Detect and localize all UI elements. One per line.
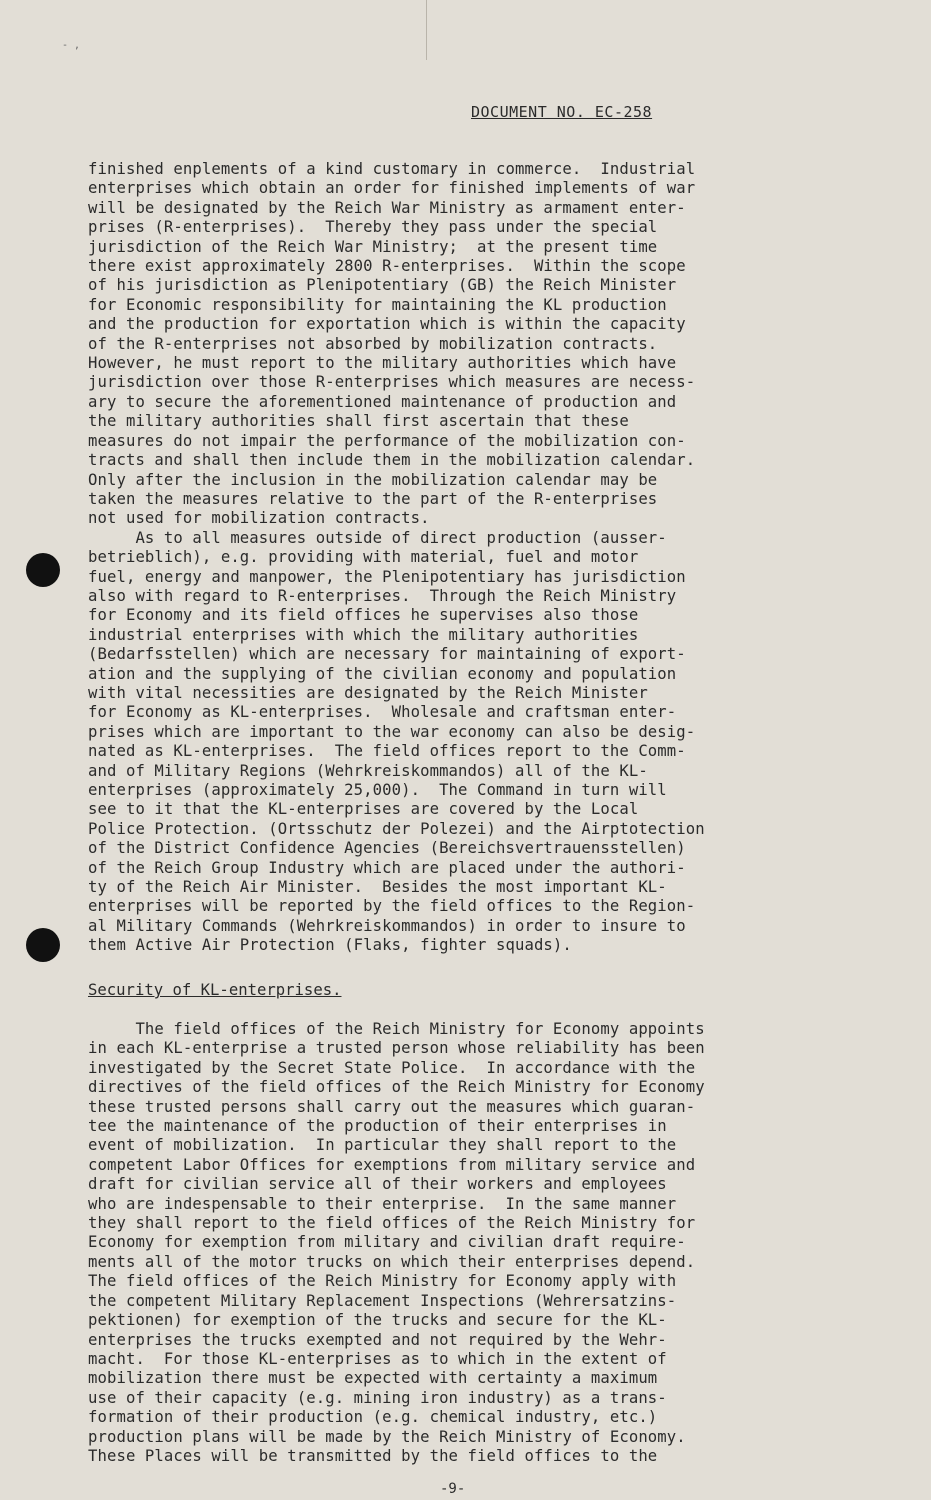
punch-hole-icon	[26, 928, 60, 962]
punch-hole-icon	[26, 553, 60, 587]
corner-mark: - ,	[62, 40, 81, 51]
body-paragraph-2: The field offices of the Reich Ministry for Economy appoints in each KL-enterprise a trusted person whose reliability has been investigated by the Secret State Police. In accordance with the directives of the field offices of the Reich Ministry for Economy these trusted persons shall carry out the measures which guaran- tee the maintenance of the production of their enterprises in event of mobilization. In particular they shall report to the competent Labor Offices for exemptions from military service and draft for civilian service all of their workers and employees who are indespensable to their enterprise. In the same manner they shall report to the field offices of the Reich Ministry for Economy for exemption from military and civilian draft require- ments all of the motor trucks on which their enterprises depend. The field offices of the Reich Ministry for Economy apply with the competent Military Replacement Inspections (Wehrersatzins- pektionen) for exemption of the trucks and secure for the KL- enterprises the trucks exempted and not required by the Wehr- macht. For those KL-enterprises as to which in the extent of mobilization there must be expected with certainty a maximum use of their capacity (e.g. mining iron industry) as a trans- formation of their production (e.g. chemical industry, etc.) production plans will be made by the Reich Ministry of Economy. These Places will be transmitted by the field offices to the	[88, 1020, 705, 1465]
document-number-header: DOCUMENT NO. EC-258	[471, 103, 653, 121]
body-paragraph-1: finished enplements of a kind customary in commerce. Industrial enterprises which obtain an order for finished implements of war will be designated by the Reich War Ministry as armament enter- prises (R-enterprises). Thereby they pass under the special jurisdiction of the Reich War Ministry; at the present time there exist approximately 2800 R-enterprises. Within the scope of his jurisdiction as Plenipotentiary (GB) the Reich Minister for Economic responsibility for maintaining the KL production and the production for exportation which is within the capacity of the R-enterprises not absorbed by mobilization contracts. However, he must report to the military authorities which have jurisdiction over those R-enterprises which measures are necess- ary to secure the aforementioned maintenance of production and the military authorities shall first ascertain that these measures do not impair the performance of the mobilization con- tracts and shall then include them in the mobilization calendar. Only after the inclusion in the mobilization calendar may be taken the measures relative to the part of the R-enterprises not used for mobilization contracts. As to all measures outside of direct production (ausser- betrieblich), e.g. providing with material, fuel and motor fuel, energy and manpower, the Plenipotentiary has jurisdiction also with regard to R-enterprises. Through the Reich Ministry for Economy and its field offices he supervises also those industrial enterprises with which the military authorities (Bedarfsstellen) which are necessary for maintaining of export- ation and the supplying of the civilian economy and population with vital necessities are designated by the Reich Minister for Economy as KL-enterprises. Wholesale and craftsman enter- prises which are important to the war economy can also be desig- nated as KL-enterprises. The field offices report to the Comm- and of Military Regions (Wehrkreiskommandos) all of the KL- enterprises (approximately 25,000). The Command in turn will see to it that the KL-enterprises are covered by the Local Police Protection. (Ortsschutz der Polezei) and the Airptotection of the District Confidence Agencies (Bereichsvertrauensstellen) of the Reich Group Industry which are placed under the authori- ty of the Reich Air Minister. Besides the most important KL- enterprises will be reported by the field offices to the Region- al Military Commands (Wehrkreiskommandos) in order to insure to them Active Air Protection (Flaks, fighter squads).	[88, 160, 705, 955]
fold-mark	[426, 0, 427, 60]
section-heading: Security of KL-enterprises.	[88, 981, 342, 999]
page-number: -9-	[440, 1481, 466, 1497]
